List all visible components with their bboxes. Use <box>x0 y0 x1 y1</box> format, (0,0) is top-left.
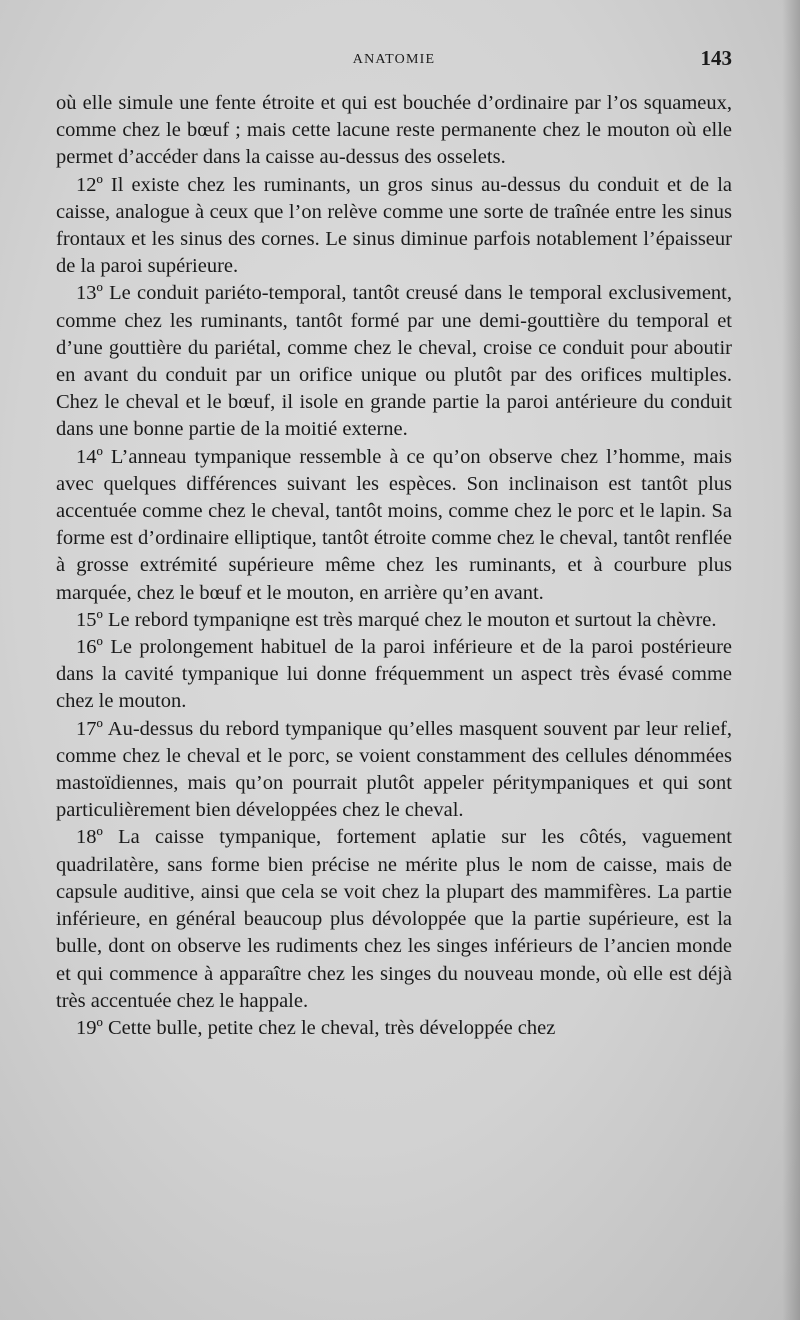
paragraph-continuation: où elle simule une fente étroite et qui est bouchée d’ordinaire par l’os squameux, comme chez le bœuf ; mais cette lacune reste permanente chez le mouton où elle permet d’accéder dans la caisse au-dessus des osselets. <box>56 92 732 169</box>
paragraph-12: 12º Il existe chez les ruminants, un gros sinus au-dessus du conduit et de la caisse, analogue à ceux que l’on relève comme une sorte de traînée entre les sinus frontaux et les sinus des cornes. Le sinus diminue parfois notablement l’épaisseur de la paroi supérieure. <box>56 173 732 278</box>
paragraph-17: 17º Au-dessus du rebord tympanique qu’elles masquent souvent par leur relief, comme chez le cheval et le porc, se voient constamment des cellules dénommées mastoïdiennes, mais qu’on pourrait plutôt appeler péritympaniques et qui sont particulièrement bien développées chez le cheval. <box>56 717 732 822</box>
paragraph-14: 14º L’anneau tympanique ressemble à ce qu’on observe chez l’homme, mais avec quelques différences suivant les espèces. Son inclinaison est tantôt plus accentuée comme chez le cheval, tantôt moins, comme chez le porc et le lapin. Sa forme est d’ordinaire elliptique, tantôt étroite comme chez le cheval, tantôt renflée à grosse extrémité supérieure même chez les ruminants, et à courbure plus marquée, chez le bœuf et le mouton, en arrière qu’en avant. <box>56 445 732 604</box>
paragraph-13: 13º Le conduit pariéto-temporal, tantôt creusé dans le temporal exclusivement, comme chez les ruminants, tantôt formé par une demi-gouttière du temporal et d’une gouttière du pariétal, comme chez le cheval, croise ce conduit pour aboutir en avant du conduit par un orifice unique ou plutôt par des orifices multiples. Chez le cheval et le bœuf, il isole en grande partie la paroi antérieure du conduit dans une bonne partie de la moitié externe. <box>56 282 732 441</box>
running-head: ANATOMIE <box>352 52 436 67</box>
page-number: 143 <box>700 46 732 70</box>
paragraph-18: 18º La caisse tympanique, fortement aplatie sur les côtés, vaguement quadrilatère, sans forme bien précise ne mérite plus le nom de caisse, mais de capsule auditive, ainsi que cela se voit chez la plupart des mammifères. La partie inférieure, en général beaucoup plus dévoloppée que la partie supérieure, est la bulle, dont on observe les rudiments chez les singes inférieurs de l’ancien monde et qui commence à apparaître chez les singes du nouveau monde, où elle est déjà très accentuée chez le happale. <box>56 826 732 1012</box>
body-text <box>56 90 732 1042</box>
page-header <box>56 42 732 78</box>
page-edge-shadow <box>782 0 800 1320</box>
paragraph-19: 19º Cette bulle, petite chez le cheval, très développée chez <box>76 1016 556 1039</box>
paragraph-15: 15º Le rebord tympaniqne est très marqué chez le mouton et surtout la chèvre. <box>76 608 717 631</box>
paragraph-16: 16º Le prolongement habituel de la paroi inférieure et de la paroi postérieure dans la cavité tympanique lui donne fréquemment un aspect très évasé comme chez le mouton. <box>56 636 732 713</box>
